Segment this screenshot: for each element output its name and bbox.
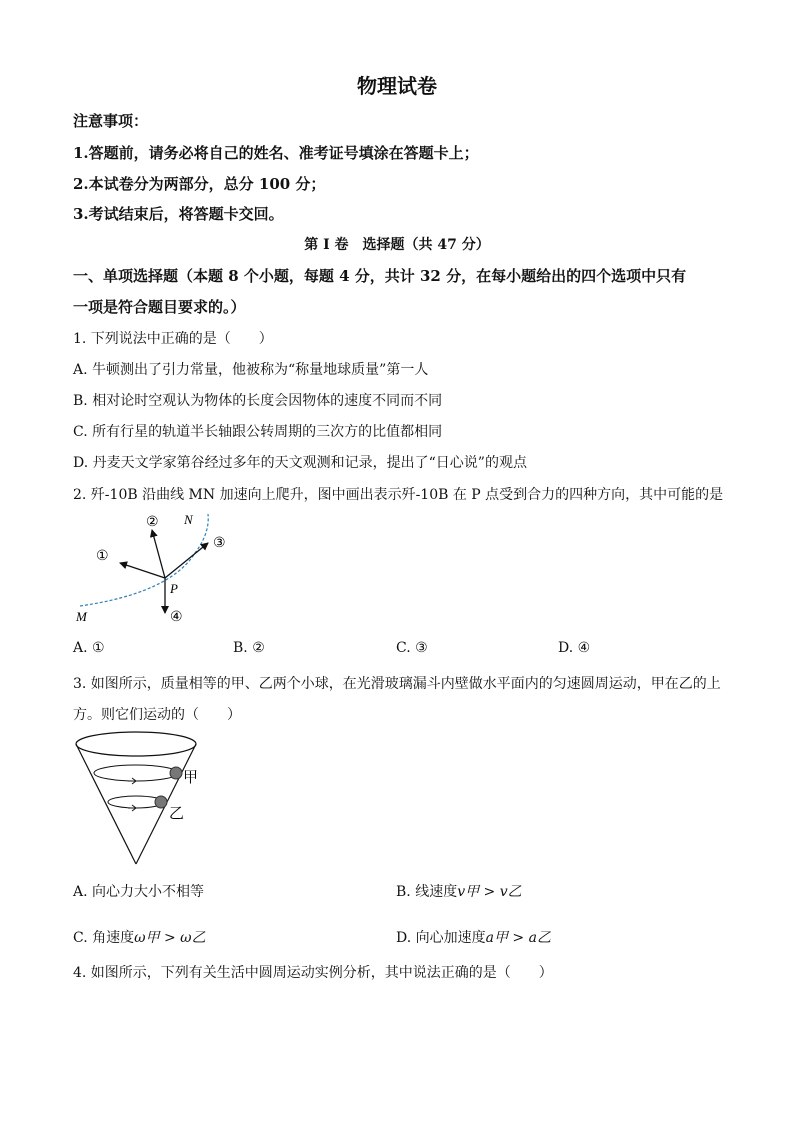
- q1-option-c: C. 所有行星的轨道半长轴跟公转周期的三次方的比值都相同: [73, 424, 443, 440]
- q3-funnel-diagram: [70, 730, 210, 870]
- part1-heading-line1: 一、单项选择题（本题 8 个小题，每题 4 分，共计 32 分，在每小题给出的四个选项中只有: [73, 267, 687, 285]
- q2-option-c: C. ③: [396, 640, 428, 656]
- force-arrow-2: [152, 530, 165, 578]
- q2-stem: 2. 歼-10B 沿曲线 MN 加速向上爬升，图中画出表示歼-10B 在 P 点受到合力的四种方向，其中可能的是: [73, 487, 724, 503]
- q1-option-a: A. 牛顿测出了引力常量，他被称为“称量地球质量”第一人: [73, 362, 429, 378]
- orbit-bottom-arrow: [128, 805, 136, 811]
- label-m: M: [76, 609, 87, 624]
- q2-force-diagram: [70, 508, 250, 630]
- q3-option-c-label: C. 角速度: [73, 930, 135, 946]
- notice-heading: 注意事项：: [73, 112, 149, 130]
- q3-option-d: [396, 927, 551, 947]
- q3-option-b-expr: v甲 > v乙: [457, 884, 522, 900]
- q2-option-a: A. ①: [73, 640, 105, 656]
- page-title: 物理试卷: [357, 74, 437, 98]
- q1-stem: 1. 下列说法中正确的是（ ）: [73, 331, 273, 347]
- orbit-top-arrow: [128, 778, 136, 784]
- label-yi: 乙: [169, 806, 185, 822]
- label-p: P: [170, 581, 178, 596]
- q4-stem: 4. 如图所示，下列有关生活中圆周运动实例分析，其中说法正确的是（ ）: [73, 965, 553, 981]
- label-3: ③: [213, 536, 226, 551]
- ball-yi: [155, 796, 167, 808]
- funnel-left-wall: [76, 744, 136, 864]
- q2-option-d: D. ④: [558, 640, 591, 656]
- section-title: 第 I 卷 选择题（共 47 分）: [304, 237, 490, 253]
- q1-option-b: B. 相对论时空观认为物体的长度会因物体的速度不同而不同: [73, 393, 443, 409]
- force-arrow-3: [165, 543, 208, 578]
- q3-stem-line1: 3. 如图所示，质量相等的甲、乙两个小球，在光滑玻璃漏斗内壁做水平面内的匀速圆周运动，甲在乙的上: [73, 676, 721, 692]
- q3-option-b-label: B. 线速度: [396, 884, 458, 900]
- notice-item-1: 1.答题前，请务必将自己的姓名、准考证号填涂在答题卡上；: [73, 144, 479, 162]
- label-jia: 甲: [183, 770, 199, 786]
- q3-option-a: A. 向心力大小不相等: [73, 884, 205, 900]
- force-arrow-1: [120, 563, 165, 578]
- q2-option-b: B. ②: [233, 640, 265, 656]
- q3-option-b: [396, 881, 522, 901]
- part1-heading-line2: 一项是符合题目要求的。）: [73, 298, 246, 316]
- q3-option-c: [73, 927, 206, 947]
- q3-stem-line2: 方。则它们运动的（ ）: [73, 707, 241, 723]
- label-n: N: [184, 512, 193, 527]
- q3-option-d-expr: a甲 > a乙: [485, 930, 551, 946]
- notice-item-2: 2.本试卷分为两部分，总分 100 分；: [73, 175, 326, 193]
- q1-option-d: D. 丹麦天文学家第谷经过多年的天文观测和记录，提出了“日心说”的观点: [73, 455, 527, 471]
- label-1: ①: [96, 549, 109, 564]
- q3-option-c-expr: ω甲 > ω乙: [134, 930, 206, 946]
- orbit-top: [94, 765, 178, 781]
- label-4: ④: [170, 610, 183, 625]
- ball-jia: [170, 767, 182, 779]
- q3-option-d-label: D. 向心加速度: [396, 930, 486, 946]
- label-2: ②: [146, 515, 159, 530]
- funnel-rim: [76, 732, 196, 756]
- notice-item-3: 3.考试结束后，将答题卡交回。: [73, 205, 284, 223]
